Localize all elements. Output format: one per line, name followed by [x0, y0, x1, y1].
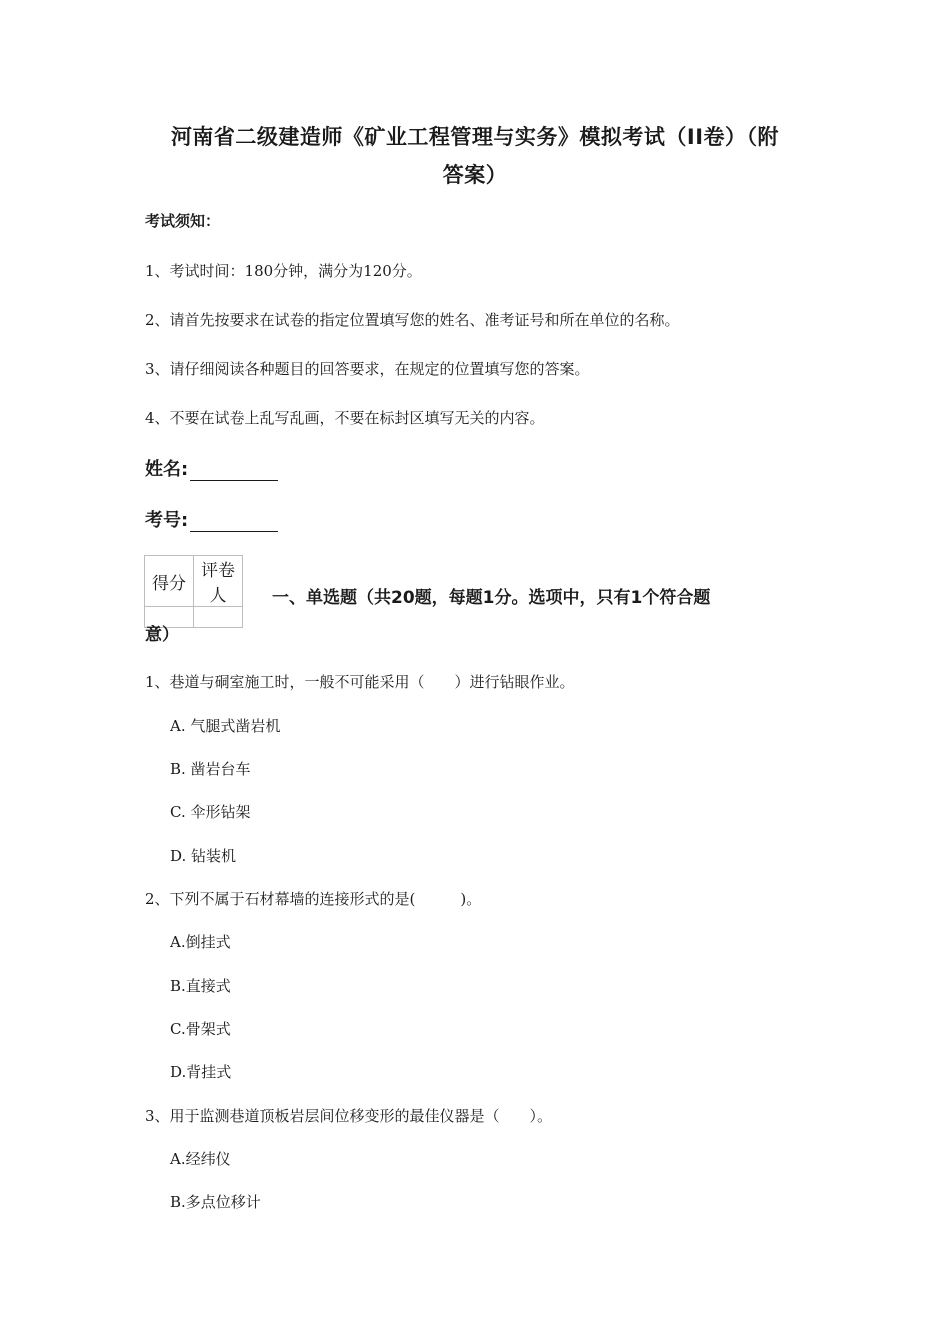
section-title-line-1: 一、单选题（共20题，每题1分。选项中，只有1个符合题 — [272, 588, 711, 608]
question-2-option-d: D.背挂式 — [170, 1063, 232, 1081]
notice-item: 2、请首先按要求在试卷的指定位置填写您的姓名、准考证号和所在单位的名称。 — [145, 311, 680, 329]
section-title-line-2: 意） — [145, 625, 179, 645]
question-1: 1、巷道与硐室施工时，一般不可能采用（ ）进行钻眼作业。 — [145, 673, 575, 691]
question-2: 2、下列不属于石材幕墙的连接形式的是( )。 — [145, 890, 482, 908]
title-line-1: 河南省二级建造师《矿业工程管理与实务》模拟考试（II卷）（附 — [170, 125, 780, 149]
notice-item: 4、不要在试卷上乱写乱画，不要在标封区填写无关的内容。 — [145, 409, 545, 427]
question-2-option-b: B.直接式 — [170, 977, 231, 995]
question-1-option-d: D. 钻装机 — [170, 847, 237, 865]
exam-number-blank[interactable] — [190, 511, 278, 532]
name-field[interactable] — [145, 455, 278, 481]
question-1-option-c: C. 伞形钻架 — [170, 803, 251, 821]
name-label: 姓名: — [145, 459, 189, 480]
question-3: 3、用于监测巷道顶板岩层间位移变形的最佳仪器是（ ）。 — [145, 1107, 553, 1125]
exam-number-label: 考号: — [145, 510, 189, 531]
question-1-option-b: B. 凿岩台车 — [170, 760, 251, 778]
question-2-option-c: C.骨架式 — [170, 1020, 231, 1038]
notice-item: 1、考试时间：180分钟，满分为120分。 — [145, 262, 422, 280]
notice-item: 3、请仔细阅读各种题目的回答要求，在规定的位置填写您的答案。 — [145, 360, 590, 378]
exam-number-field[interactable] — [145, 506, 278, 532]
question-1-option-a: A. 气腿式凿岩机 — [170, 717, 281, 735]
score-table — [144, 555, 243, 628]
question-2-option-a: A.倒挂式 — [170, 933, 231, 951]
grader-cell[interactable] — [194, 607, 243, 628]
title-line-2: 答案） — [442, 163, 508, 187]
exam-title — [120, 118, 830, 194]
name-blank[interactable] — [190, 460, 278, 481]
question-3-option-b: B.多点位移计 — [170, 1193, 261, 1211]
score-header: 得分 — [145, 556, 194, 607]
notice-heading: 考试须知： — [145, 212, 221, 230]
grader-header: 评卷人 — [194, 556, 243, 607]
question-3-option-a: A.经纬仪 — [170, 1150, 231, 1168]
